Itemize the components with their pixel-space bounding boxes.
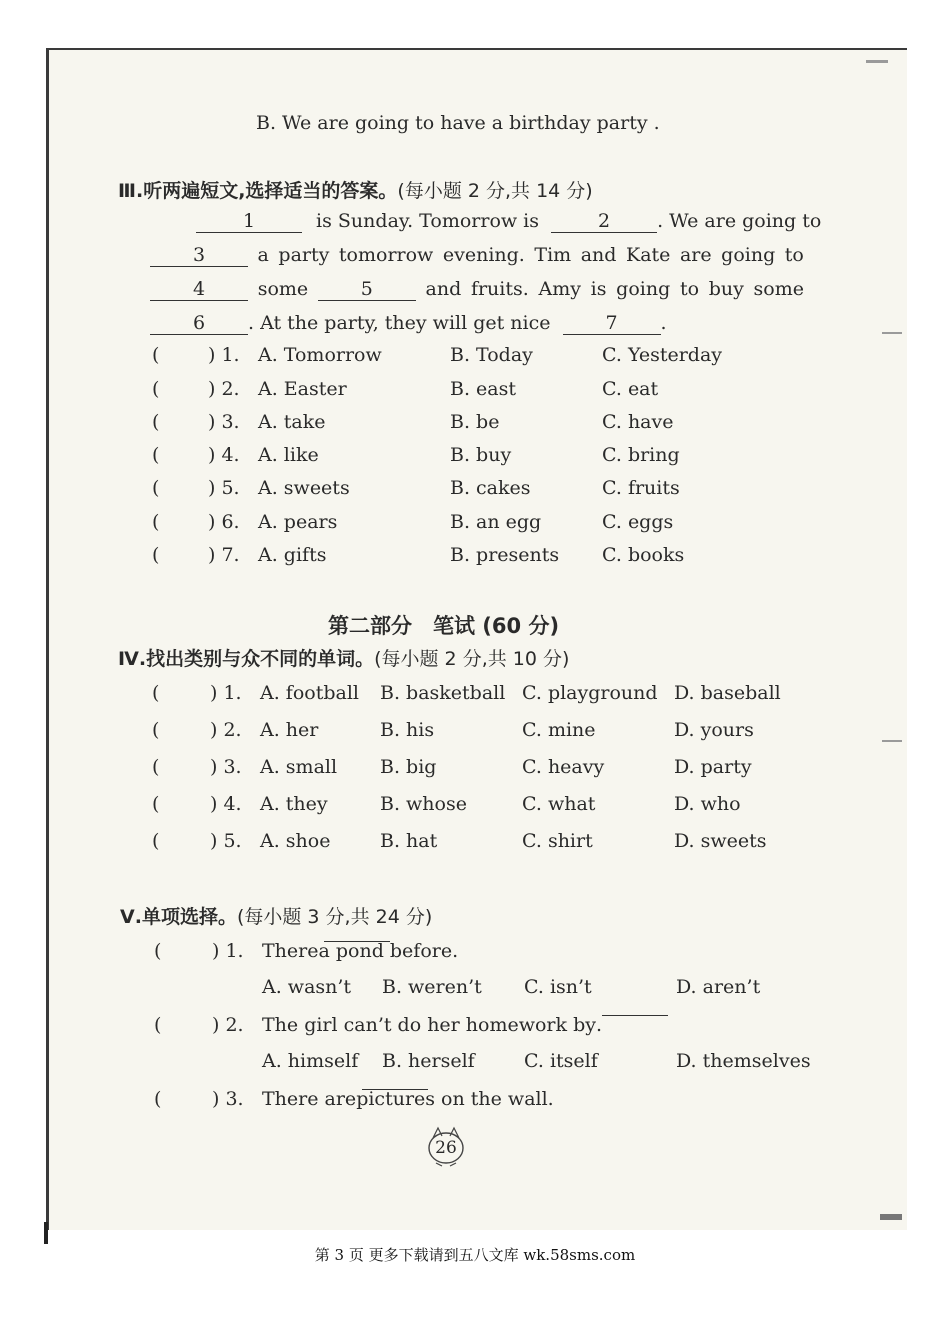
option-b: B. Today [450,344,533,366]
option-c: C. what [522,793,596,815]
option-b: B. an egg [450,511,542,533]
option-b: B. whose [380,793,467,815]
page-edge [44,1222,48,1244]
option-c: C. shirt [522,830,593,852]
answer-blank [324,940,390,942]
option-a: A. like [258,444,319,466]
option-c: C. eggs [602,511,674,533]
option-d: D. who [674,793,741,815]
option-b: B. basketball [380,682,506,704]
option-c: C. mine [522,719,596,741]
answer-paren[interactable]: ( [152,830,160,852]
option-b: B. big [380,756,437,778]
option-c: C. have [602,411,674,433]
answer-paren[interactable]: ( [152,411,160,433]
option-d: D. yours [674,719,754,741]
option-c: C. fruits [602,477,680,499]
blank: 6 [150,312,248,335]
page-edge [880,1214,902,1220]
option-a: A. sweets [258,477,350,499]
answer-paren[interactable]: ( [152,544,160,566]
option-c: C. books [602,544,685,566]
previous-option: B. We are going to have a birthday party . [256,112,660,134]
option-b: B. be [450,411,500,433]
section-4-heading: Ⅳ.找出类别与众不同的单词。(每小题 2 分,共 10 分) [118,648,570,670]
option-a: A. they [260,793,328,815]
blank: 7 [563,312,661,335]
option-a: A. small [260,756,338,778]
footer: 第 3 页 更多下载请到五八文库 wk.58sms.com [314,1246,636,1264]
option-b: B. cakes [450,477,531,499]
option-c: C. bring [602,444,680,466]
blank: 5 [318,278,416,301]
passage-line-4: 6 . At the party, they will get nice 7 . [150,312,667,335]
answer-blank [602,1014,668,1016]
section-3-heading: Ⅲ.听两遍短文,选择适当的答案。(每小题 2 分,共 14 分) [118,180,593,202]
passage-line-2: 3 a party tomorrow evening. Tim and Kate are going to [150,244,804,267]
blank: 1 [196,210,302,233]
answer-paren[interactable]: ( [152,793,160,815]
option-a: A. take [258,411,326,433]
option-b: B. hat [380,830,438,852]
option-a: A. gifts [258,544,327,566]
option-a: A. pears [258,511,338,533]
blank: 2 [551,210,657,233]
page-edge [882,740,902,742]
part-2-heading: 第二部分 笔试 (60 分) [328,614,560,638]
option-c: C. Yesterday [602,344,723,366]
page-number-badge [424,1124,468,1168]
option-c: C. heavy [522,756,605,778]
option-d: D. party [674,756,752,778]
page-number: 26 [435,1138,457,1158]
blank: 4 [150,278,248,301]
section-5-heading: Ⅴ.单项选择。(每小题 3 分,共 24 分) [120,906,433,928]
passage-line-3: 4 some 5 and fruits. Amy is going to buy some [150,278,804,301]
page-edge [866,60,888,63]
answer-paren[interactable]: ( [152,511,160,533]
answer-paren[interactable]: ( [152,756,160,778]
answer-blank [362,1088,428,1090]
option-a: A. Tomorrow [258,344,382,366]
option-a: A. Easter [258,378,347,400]
option-b: B. his [380,719,435,741]
page-edge [882,332,902,334]
option-b: B. presents [450,544,560,566]
option-c: C. playground [522,682,658,704]
answer-paren[interactable]: ( [152,682,160,704]
blank: 3 [150,244,248,267]
option-a: A. her [260,719,319,741]
option-c: C. eat [602,378,659,400]
option-a: A. shoe [260,830,331,852]
answer-paren[interactable]: ( [152,344,160,366]
option-d: D. baseball [674,682,781,704]
option-d: D. sweets [674,830,767,852]
option-b: B. buy [450,444,512,466]
option-a: A. football [260,682,359,704]
passage-line-1: 1 is Sunday. Tomorrow is 2 . We are going to [196,210,821,233]
answer-paren[interactable]: ( [152,378,160,400]
option-b: B. east [450,378,516,400]
answer-paren[interactable]: ( [152,719,160,741]
answer-paren[interactable]: ( [152,477,160,499]
answer-paren[interactable]: ( [152,444,160,466]
